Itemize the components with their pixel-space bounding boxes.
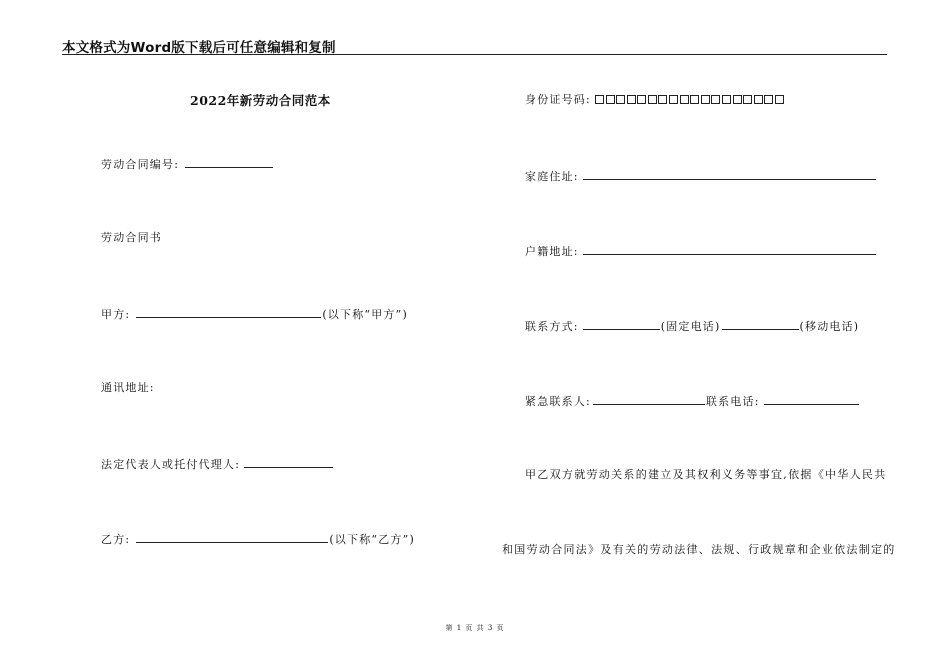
- contact-label: 联系方式:: [525, 320, 579, 333]
- representative-blank[interactable]: [244, 456, 333, 468]
- emergency-phone-label: 联系电话:: [705, 395, 760, 408]
- contract-book-heading: 劳动合同书: [101, 231, 162, 244]
- party-a-blank[interactable]: [136, 306, 321, 318]
- contact-row: [525, 318, 859, 334]
- home-address-blank[interactable]: [583, 168, 876, 180]
- party-a-row: [101, 306, 408, 322]
- header-text: 本文格式为Word版下载后可任意编辑和复制: [62, 40, 336, 56]
- fixed-phone-label: (固定电话): [660, 320, 721, 333]
- id-digit-box[interactable]: [616, 95, 625, 104]
- id-digit-box[interactable]: [690, 95, 699, 104]
- id-digit-box[interactable]: [701, 95, 710, 104]
- contract-number-blank[interactable]: [185, 156, 273, 168]
- emergency-contact-label: 紧急联系人:: [525, 395, 591, 408]
- emergency-phone-blank[interactable]: [764, 393, 859, 405]
- representative-label: 法定代表人或托付代理人:: [101, 458, 241, 471]
- party-a-suffix: (以下称“甲方”): [322, 308, 408, 321]
- id-digit-box[interactable]: [775, 95, 784, 104]
- id-digit-box[interactable]: [669, 95, 678, 104]
- hukou-address-blank[interactable]: [583, 243, 876, 255]
- id-number-boxes[interactable]: [595, 93, 786, 107]
- mobile-phone-label: (移动电话): [799, 320, 860, 333]
- id-digit-box[interactable]: [711, 95, 720, 104]
- party-a-label: 甲方:: [101, 308, 131, 321]
- paragraph-line-1: 甲乙双方就劳动关系的建立及其权利义务等事宜,依据《中华人民共: [525, 468, 887, 481]
- id-digit-box[interactable]: [733, 95, 742, 104]
- party-b-blank[interactable]: [136, 531, 328, 543]
- hukou-address-row: [525, 243, 877, 259]
- id-digit-box[interactable]: [722, 95, 731, 104]
- id-digit-box[interactable]: [680, 95, 689, 104]
- id-number-row: [525, 93, 786, 107]
- home-address-row: [525, 168, 877, 184]
- emergency-contact-blank[interactable]: [593, 393, 705, 405]
- id-number-label: 身份证号码:: [525, 93, 591, 106]
- id-digit-box[interactable]: [595, 95, 604, 104]
- id-digit-box[interactable]: [627, 95, 636, 104]
- id-digit-box[interactable]: [754, 95, 763, 104]
- id-digit-box[interactable]: [637, 95, 646, 104]
- id-digit-box[interactable]: [743, 95, 752, 104]
- page-footer: 第 1 页 共 3 页: [445, 624, 505, 632]
- contract-number-label: 劳动合同编号:: [101, 158, 180, 171]
- party-b-row: [101, 531, 415, 547]
- id-digit-box[interactable]: [648, 95, 657, 104]
- id-digit-box[interactable]: [606, 95, 615, 104]
- id-digit-box[interactable]: [764, 95, 773, 104]
- id-digit-box[interactable]: [658, 95, 667, 104]
- home-address-label: 家庭住址:: [525, 170, 579, 183]
- address-label: 通讯地址:: [101, 381, 155, 394]
- document-header: [62, 36, 887, 55]
- mobile-phone-blank[interactable]: [722, 318, 799, 330]
- party-b-suffix: (以下称“乙方”): [329, 533, 415, 546]
- emergency-contact-row: [525, 393, 860, 409]
- fixed-phone-blank[interactable]: [583, 318, 660, 330]
- hukou-address-label: 户籍地址:: [525, 245, 579, 258]
- representative-row: [101, 456, 334, 472]
- contract-number-row: [101, 156, 274, 172]
- paragraph-line-2: 和国劳动合同法》及有关的劳动法律、法规、行政规章和企业依法制定的: [502, 543, 896, 556]
- document-title: 2022年新劳动合同范本: [190, 93, 331, 108]
- party-b-label: 乙方:: [101, 533, 131, 546]
